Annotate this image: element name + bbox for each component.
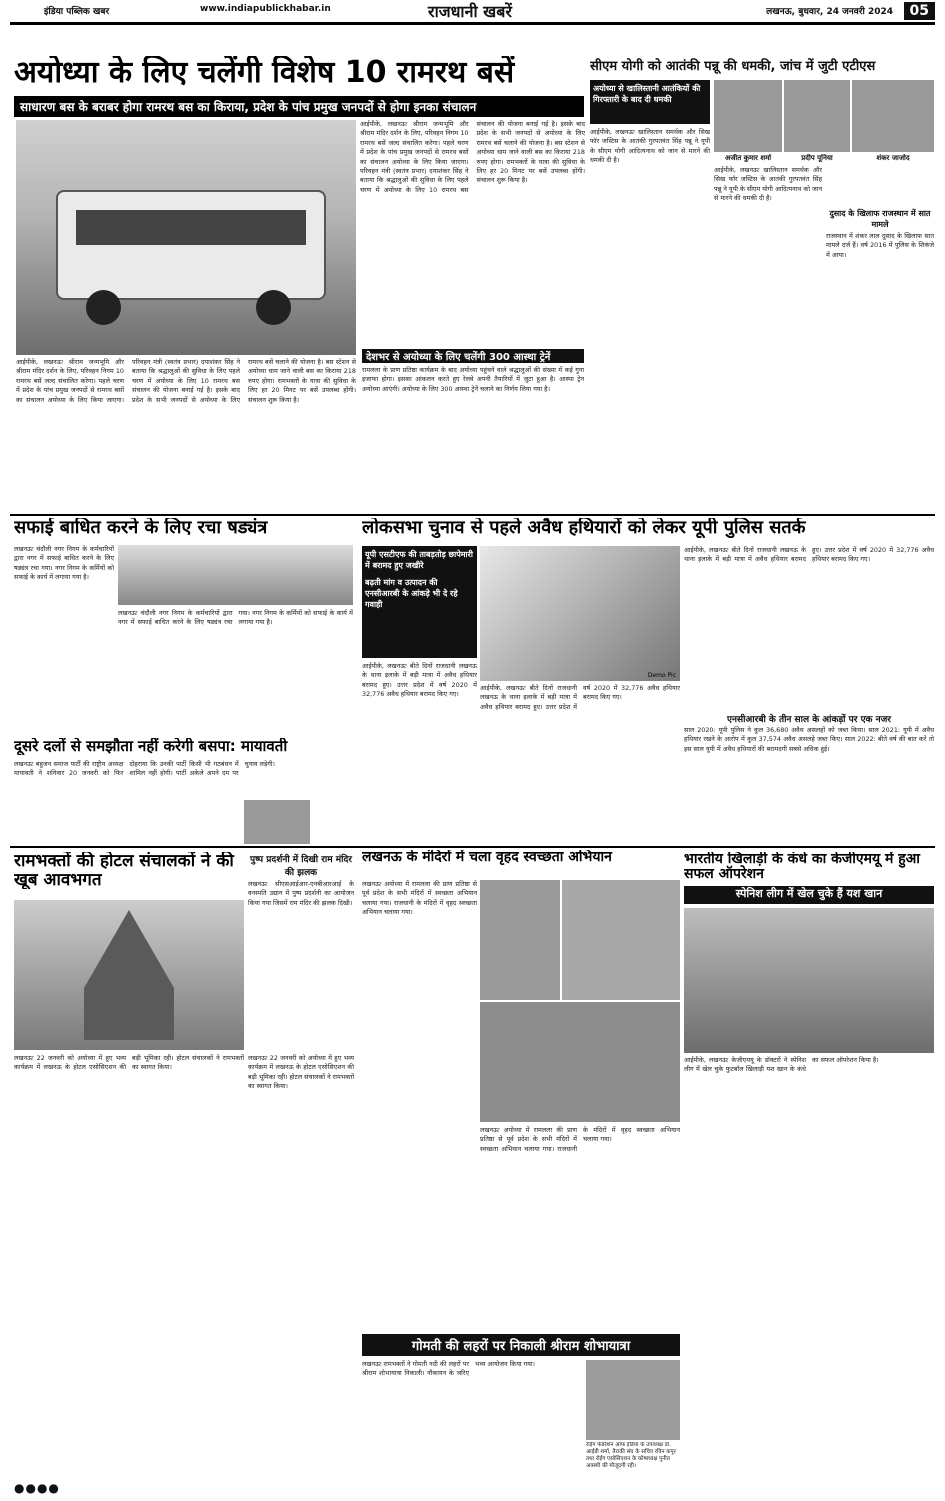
story5-body-cont: आईपीके, लखनऊः बीते दिनों राजधानी लखनऊ के थाना इलाके में बड़ी मात्रा में अवैध हथियार बरामद हुए। उत्तर प्रदेश में वर्ष 2020 में 32,776 अवैध हथियार बरामद किए गए।	[480, 684, 680, 711]
divider	[10, 514, 935, 516]
story4-headline: सफाई बाधित करने के लिए रचा षड्यंत्र	[14, 518, 268, 538]
suspect-photo-3	[852, 80, 934, 152]
story7-body-cont: लखनऊः 22 जनवरी को अयोध्या में हुए भव्य कार्यक्रम में लखनऊ के होटल एसोसिएशन की बड़ी भूमिका रही। होटल संचालकों ने रामभक्तों का स्वागत किया।	[248, 1054, 354, 1091]
story2-headline: देशभर से अयोध्या के लिए चलेंगी 300 आस्था ट्रेनें	[362, 349, 584, 363]
temple-photo	[14, 900, 244, 1050]
story3-body-cont: आईपीके, लखनऊः खालिस्तान समर्थक और सिख फॉर जस्टिस के आतंकी गुरपतवंत सिंह पन्नू ने यूपी के सीएम योगी आदित्यनाथ को जान से मारने की धमकी दी है।	[714, 166, 822, 203]
mayawati-photo	[244, 800, 310, 844]
memorial-photo	[118, 545, 353, 605]
story9-body: लखनऊः अयोध्या में रामलला की प्राण प्रतिष्ठा से पूर्व प्रदेश के सभी मंदिरों में स्वच्छता अभियान चलाया गया। राजधानी के मंदिरों में वृहद स्वच्छता अभियान चलाया गया।	[362, 880, 477, 917]
hospital-photo	[684, 908, 934, 1053]
story3-body: आईपीके, लखनऊः खालिस्तान समर्थक और सिख फॉर जस्टिस के आतंकी गुरपतवंत सिंह पन्नू ने यूपी के सीएम योगी आदित्यनाथ को जान से मारने की धमकी दी है।	[590, 128, 710, 165]
weapons-photo	[480, 546, 680, 681]
story1-body-cont: आईपीके, लखनऊः श्रीराम जन्मभूमि और श्रीराम मंदिर दर्शन के लिए, परिवहन निगम 10 रामरथ बसें जल्द संचालित करेगा। पहले चरण में प्रदेश के पांच प्रमुख जनपदों से रामरथ बसों का संचालन अयोध्या के लिए किया जाएगा। परिवहन मंत्री (स्वतंत्र प्रभार) दयाशंकर सिंह ने बताया कि श्रद्धालुओं की सुविधा के लिए पहले चरण में अयोध्या के लिए 10 रामरथ बस संचालन की योजना बनाई गई है। इसके बाद प्रदेश के सभी जनपदों से अयोध्या के लिए रामरथ बसें चलाने की योजना है। बस स्टेशन से अयोध्या धाम जाने वाली बस का किराया 218 रुपए होगा। रामभक्तों के यात्रा की सुविधा के लिए हर 20 मिनट पर बसें उपलब्ध होंगी। संचालन शुरू किया है।	[360, 120, 585, 194]
story7-body: लखनऊः 22 जनवरी को अयोध्या में हुए भव्य कार्यक्रम में लखनऊ के होटल एसोसिएशन की बड़ी भूमिका रही। होटल संचालकों ने रामभक्तों का स्वागत किया।	[14, 1054, 244, 1072]
story10-body: आईपीके, लखनऊः केजीएमयू के डॉक्टरों ने स्पेनिश लीग में खेल चुके फुटबॉल खिलाड़ी यश खान के कंधे का सफल ऑपरेशन किया है।	[684, 1056, 879, 1074]
boat-photo	[586, 1360, 680, 1440]
story8-body: लखनऊः सीएसआईआर-एनबीआरआई के वनस्पति उद्यान में पुष्प प्रदर्शनी का आयोजन किया गया जिसमें राम मंदिर की झलक दिखी।	[248, 880, 354, 907]
section-title: राजधानी खबरें	[428, 2, 512, 21]
story4-body: लखनऊः चंदौली नगर निगम के कर्मचारियों द्वारा नगर में सफाई बाधित करने के लिए षड्यंत्र रचा गया। नगर निगम के कर्मियों को सफाई के कार्य में लगाया गया है।	[14, 545, 114, 582]
ncrb-box-body: साल 2020: यूपी पुलिस ने कुल 36,680 अवैध असलहों को जब्त किया। साल 2021: यूपी में अवैध हथियार रखने के आरोप में कुल 37,574 अवैध असलहे जब्त किए। साल 2022: बीते वर्ष की बात करें तो इस साल यूपी में अवैध हथियारों की बरामदगी सबसे अधिक हुई।	[684, 726, 934, 753]
story6-body: लखनऊः बहुजन समाज पार्टी की राष्ट्रीय अध्यक्ष मायावती ने शनिवार 20 जनवरी को फिर दोहराया कि उनकी पार्टी किसी भी गठबंधन में शामिल नहीं होगी। पार्टी अकेले अपने दम पर चुनाव लड़ेगी।	[14, 760, 275, 778]
story5-body-cont2: आईपीके, लखनऊः बीते दिनों राजधानी लखनऊ के थाना इलाके में बड़ी मात्रा में अवैध हथियार बरामद हुए। उत्तर प्रदेश में वर्ष 2020 में 32,776 अवैध हथियार बरामद किए गए।	[684, 546, 934, 564]
suspect-photo-2	[784, 80, 850, 152]
story10-headline: भारतीय खिलाड़ी के कंधे का केजीएमयू में हुआ सफल ऑपरेशन	[684, 852, 920, 883]
story6-headline: दूसरे दलों से समझौता नहीं करेगी बसपा: मायावती	[14, 738, 288, 755]
photo-tag: Demo Pic	[647, 672, 676, 679]
issue-date: लखनऊ, बुधवार, 24 जनवरी 2024	[766, 7, 893, 17]
story3-side-head: दुसाद के खिलाफ राजस्थान में सात मामले	[829, 209, 931, 229]
suspect-name-3: शंकर जाजोद	[876, 154, 910, 162]
website-url[interactable]: www.indiapublickhabar.in	[200, 4, 331, 14]
bus-photo	[16, 120, 356, 355]
story5-headline: लोकसभा चुनाव से पहले अवैध हथियारों को लेकर यूपी पुलिस सतर्क	[362, 518, 806, 538]
story7-headline: रामभक्तों की होटल संचालकों ने की खूब आवभगत	[14, 852, 234, 890]
story1-body: आईपीके, लखनऊः श्रीराम जन्मभूमि और श्रीराम मंदिर दर्शन के लिए, परिवहन निगम 10 रामरथ बसें जल्द संचालित करेगा। पहले चरण में प्रदेश के पांच प्रमुख जनपदों से रामरथ बसों का संचालन अयोध्या के लिए किया जाएगा। परिवहन मंत्री (स्वतंत्र प्रभार) दयाशंकर सिंह ने बताया कि श्रद्धालुओं की सुविधा के लिए पहले चरण में अयोध्या के लिए 10 रामरथ बस संचालन की योजना बनाई गई है। इसके बाद प्रदेश के सभी जनपदों से अयोध्या के लिए रामरथ बसें चलाने की योजना है। बस स्टेशन से अयोध्या धाम जाने वाली बस का किराया 218 रुपए होगा। रामभक्तों के यात्रा की सुविधा के लिए हर 20 मिनट पर बसें उपलब्ध होंगी। संचालन शुरू किया है।	[16, 358, 356, 404]
story4-body-cont: लखनऊः चंदौली नगर निगम के कर्मचारियों द्वारा नगर में सफाई बाधित करने के लिए षड्यंत्र रचा गया। नगर निगम के कर्मियों को सफाई के कार्य में लगाया गया है।	[118, 609, 353, 627]
story9-body-cont: लखनऊः अयोध्या में रामलला की प्राण प्रतिष्ठा से पूर्व प्रदेश के सभी मंदिरों में स्वच्छता अभियान चलाया गया। राजधानी के मंदिरों में वृहद स्वच्छता अभियान चलाया गया।	[480, 1126, 680, 1153]
temple-clean-photo-3	[480, 1002, 680, 1122]
masthead-left: इंडिया पब्लिक खबर	[44, 7, 110, 17]
temple-clean-photo-2	[562, 880, 680, 1000]
story5-bullets	[362, 546, 477, 658]
story1-subhead: साधारण बस के बराबर होगा रामरथ बस का किराया, प्रदेश के पांच प्रमुख जनपदों से होगा इनका संचालन	[14, 96, 584, 117]
story2-body: रामलला के प्राण प्रतिष्ठा कार्यक्रम के बाद अयोध्या पहुंचने वाले श्रद्धालुओं की संख्या में कई गुना इजाफा होगा। इसका आंकलन करते हुए रेलवे अपनी तैयारियों में जुटा हुआ है। आस्था ट्रेन अयोध्या आएंगी। अयोध्या के लिए 300 आस्था ट्रेनें चलाने का निर्णय लिया गया है।	[362, 366, 584, 393]
story1-headline: अयोध्या के लिए चलेंगी विशेष 10 रामरथ बसें	[14, 56, 515, 89]
story11-headline: गोमती की लहरों पर निकाली श्रीराम शोभायात्रा	[362, 1334, 680, 1356]
story8-headline: पुष्प प्रदर्शनी में दिखी राम मंदिर की झलक	[250, 855, 352, 878]
end-dots: ●●●●	[14, 1481, 60, 1495]
story5-body: आईपीके, लखनऊः बीते दिनों राजधानी लखनऊ के थाना इलाके में बड़ी मात्रा में अवैध हथियार बरामद हुए। उत्तर प्रदेश में वर्ष 2020 में 32,776 अवैध हथियार बरामद किए गए।	[362, 662, 477, 699]
story11-body: लखनऊः रामभक्तों ने गोमती नदी की लहरों पर श्रीराम शोभायात्रा निकाली। नौकायन के जरिए भव्य आयोजन किया गया।	[362, 1360, 535, 1378]
story3-headline: सीएम योगी को आतंकी पन्नू की धमकी, जांच में जुटी एटीएस	[590, 59, 876, 74]
story9-headline: लखनऊ के मंदिरों में चला वृहद स्वच्छता अभियान	[362, 850, 612, 865]
story11-caption: रोईंग फेडरेशन ऑफ इंडिया के उपाध्यक्ष डॉ. आईडी शर्मा, तैराकी संघ के सचिव रविन कपूर तथा रोईंग एसोसिएशन के कोषाध्यक्ष पुनीत अवस्थी की मौजूदगी रही।	[586, 1442, 676, 1469]
suspect-name-1: अजीत कुमार शर्मा	[724, 154, 772, 162]
ncrb-box-head: एनसीआरबी के तीन साल के आंकड़ों पर एक नजर	[727, 715, 891, 725]
header-rule	[10, 22, 935, 25]
page-number: 05	[904, 2, 935, 20]
bullet-1: यूपी एसटीएफ की ताबड़तोड़ छापेमारी में बरामद हुए जखीरे	[365, 550, 473, 570]
story3-side-body: राजस्थान में शंकर लाल दुसाद के खिलाफ सात मामले दर्ज हैं। वर्ष 2016 में पुलिस के शिकंजे में आया।	[826, 232, 934, 259]
temple-clean-photo-1	[480, 880, 560, 1000]
divider	[10, 846, 935, 848]
suspect-name-2: प्रदीप पूनिया	[801, 154, 833, 162]
bullet-2: बढ़ती मांग व उत्पादन की एनसीआरबी के आंकड़े भी दे रहे गवाही	[365, 578, 458, 609]
story3-bullet: अयोध्या से खालिस्तानी आतंकियों की गिरफ्तारी के बाद दी धमकी	[590, 80, 710, 124]
story10-subhead: स्पेनिश लीग में खेल चुके हैं यश खान	[684, 886, 934, 904]
suspect-photo-1	[714, 80, 782, 152]
